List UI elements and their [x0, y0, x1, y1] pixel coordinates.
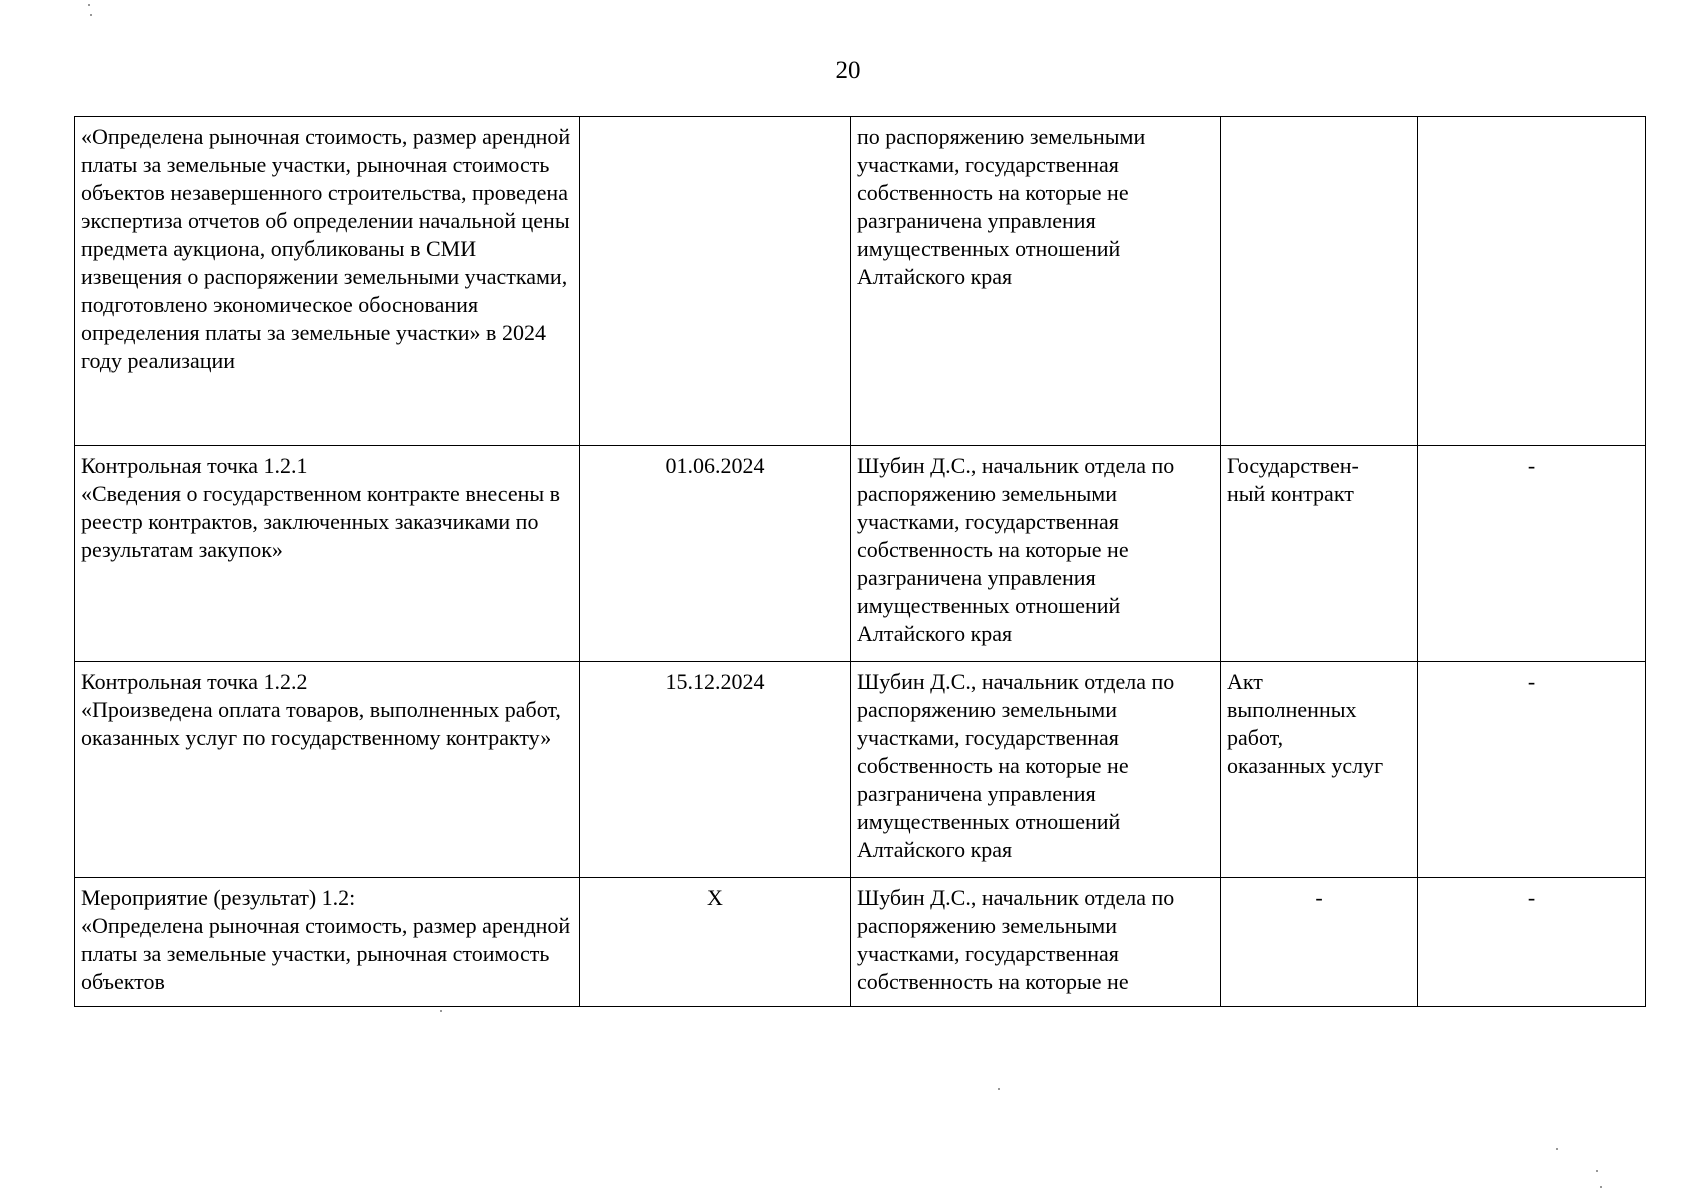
- event-cell: Контрольная точка 1.2.2 «Произведена оплата товаров, выполненных работ, оказанных услуг по государственному контракту»: [75, 662, 580, 878]
- scan-speck: [1600, 1186, 1602, 1188]
- responsible-cell: Шубин Д.С., начальник отдела по распоряжению земельными участками, государственная собственность на которые не разграничена управления имущественных отношений Алтайского края: [851, 446, 1221, 662]
- scan-speck: [440, 1010, 442, 1012]
- table-row: [75, 117, 1646, 446]
- date-cell: 01.06.2024: [580, 446, 851, 662]
- implementation-plan-table: [74, 116, 1646, 1007]
- scan-speck: [1596, 1170, 1598, 1172]
- table-row: [75, 878, 1646, 1007]
- table-row: [75, 446, 1646, 662]
- scan-speck: [998, 1088, 1000, 1090]
- document-cell: -: [1221, 878, 1418, 1007]
- scan-speck: [90, 14, 92, 16]
- date-cell: [580, 117, 851, 446]
- event-cell: Контрольная точка 1.2.1 «Сведения о государственном контракте внесены в реестр контрактов, заключенных заказчиками по результатам закупок»: [75, 446, 580, 662]
- page-number: 20: [835, 57, 861, 84]
- document-cell: [1221, 117, 1418, 446]
- note-cell: [1418, 117, 1646, 446]
- table-row: [75, 662, 1646, 878]
- date-cell: Х: [580, 878, 851, 1007]
- scan-speck: [1556, 1148, 1558, 1150]
- responsible-cell: Шубин Д.С., начальник отдела по распоряжению земельными участками, государственная собственность на которые не: [851, 878, 1221, 1007]
- note-cell: -: [1418, 446, 1646, 662]
- responsible-cell: по распоряжению земельными участками, государственная собственность на которые не разграничена управления имущественных отношений Алтайского края: [851, 117, 1221, 446]
- scan-speck: [88, 4, 90, 6]
- note-cell: -: [1418, 662, 1646, 878]
- document-cell: Акт выполненных работ, оказанных услуг: [1221, 662, 1418, 878]
- document-cell: Государствен- ный контракт: [1221, 446, 1418, 662]
- event-cell: «Определена рыночная стоимость, размер арендной платы за земельные участки, рыночная стоимость объектов незавершенного строительства, проведена экспертиза отчетов об определении начальной цены предмета аукциона, опубликованы в СМИ извещения о распоряжении земельными участками, подготовлено экономическое обоснования определения платы за земельные участки» в 2024 году реализации: [75, 117, 580, 446]
- date-cell: 15.12.2024: [580, 662, 851, 878]
- note-cell: -: [1418, 878, 1646, 1007]
- responsible-cell: Шубин Д.С., начальник отдела по распоряжению земельными участками, государственная собственность на которые не разграничена управления имущественных отношений Алтайского края: [851, 662, 1221, 878]
- event-cell: Мероприятие (результат) 1.2: «Определена рыночная стоимость, размер арендной платы за земельные участки, рыночная стоимость объектов: [75, 878, 580, 1007]
